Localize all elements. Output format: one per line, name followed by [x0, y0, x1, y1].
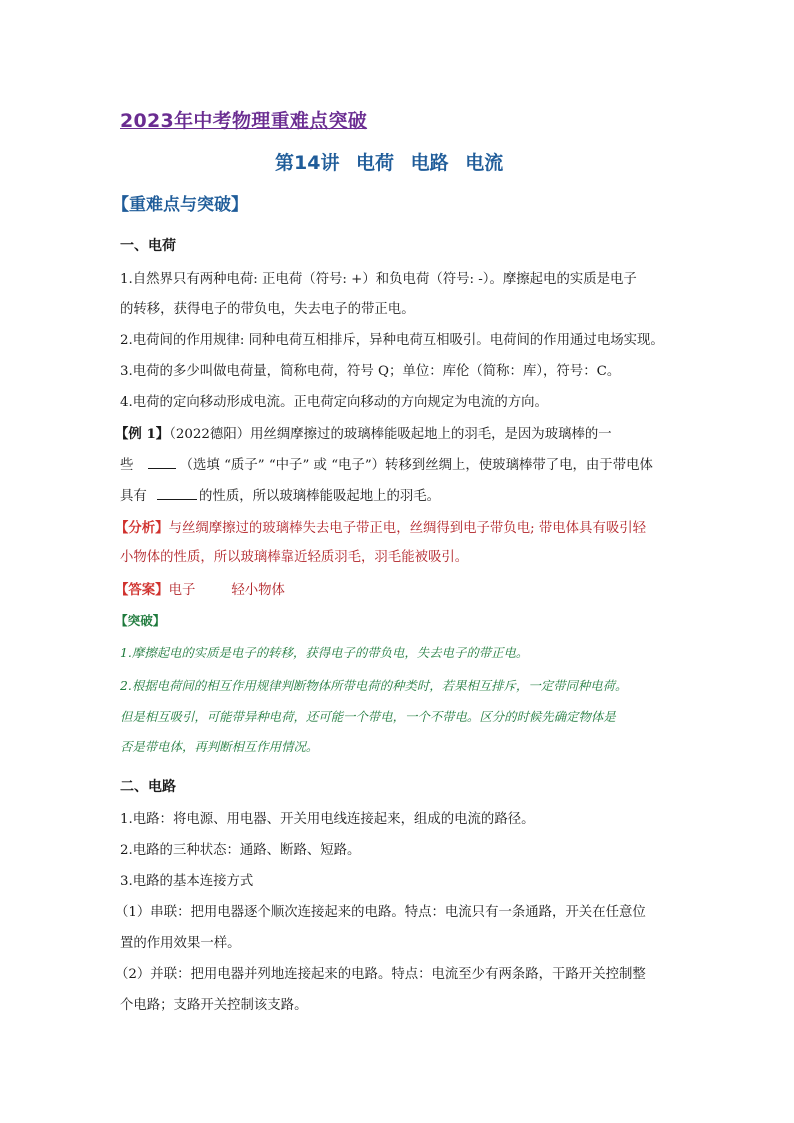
example-line-2-prefix: 些 [120, 458, 134, 473]
analysis-tag: 【分析】 [115, 520, 169, 536]
charge-point-2: 2.电荷间的作用规律: 同种电荷互相排斥，异种电荷互相吸引。电荷间的作用通过电场实现。 [120, 333, 664, 348]
analysis-line-2: 小物体的性质，所以玻璃棒靠近轻质羽毛，羽毛能被吸引。 [120, 550, 469, 565]
answer-line [115, 580, 285, 601]
charge-point-4: 4.电荷的定向移动形成电流。正电荷定向移动的方向规定为电流的方向。 [120, 395, 548, 410]
breakthrough-line-4: 否是带电体，再判断相互作用情况。 [120, 739, 319, 754]
charge-point-1-line-1: 1.自然界只有两种电荷: 正电荷（符号: +）和负电荷（符号: -）。摩擦起电的实质是电子 [120, 272, 637, 287]
answer-value-1: 电子 [168, 583, 196, 598]
example-line-1 [115, 424, 612, 445]
section-label: 【重难点与突破】 [112, 195, 248, 215]
example-line-2-suffix: （选填 “质子” “中子” 或 “电子”）转移到丝绸上，使玻璃棒带了电，由于带电体 [179, 458, 653, 473]
answer-blank-1[interactable] [148, 456, 176, 469]
charge-point-3: 3.电荷的多少叫做电荷量，简称电荷，符号 Q；单位：库伦（简称：库），符号：C。 [120, 364, 621, 379]
circuit-point-3: 3.电路的基本连接方式 [120, 874, 254, 889]
breakthrough-line-1: 1.摩擦起电的实质是电子的转移，获得电子的带负电，失去电子的带正电。 [120, 645, 529, 660]
example-line-3 [120, 487, 440, 507]
example-line-2 [120, 456, 653, 476]
example-question-line-1: （2022德阳）用丝绸摩擦过的玻璃棒能吸起地上的羽毛，是因为玻璃棒的一 [169, 427, 612, 442]
series-title: 2023年中考物理重难点突破 [120, 110, 368, 132]
breakthrough-line-2: 2.根据电荷间的相互作用规律判断物体所带电荷的种类时，若果相互排斥，一定带同种电荷。 [120, 678, 628, 693]
answer-value-2: 轻小物体 [231, 583, 285, 598]
example-line-3-prefix: 具有 [120, 489, 147, 504]
answer-blank-2[interactable] [157, 487, 197, 500]
analysis-text-1: 与丝绸摩擦过的玻璃棒失去电子带正电，丝绸得到电子带负电; 带电体具有吸引轻 [168, 521, 646, 536]
charge-point-1-line-2: 的转移，获得电子的带负电，失去电子的带正电。 [120, 302, 415, 317]
circuit-series-line-2: 置的作用效果一样。 [120, 936, 241, 951]
example-line-3-suffix: 的性质，所以玻璃棒能吸起地上的羽毛。 [199, 489, 441, 504]
lecture-title: 第14讲 电荷 电路 电流 [275, 152, 504, 174]
breakthrough-tag: 【突破】 [115, 613, 166, 628]
answer-tag: 【答案】 [115, 582, 169, 598]
analysis-line-1 [115, 518, 646, 539]
circuit-point-1: 1.电路：将电源、用电器、开关用电线连接起来，组成的电流的路径。 [120, 812, 535, 827]
circuit-series-line-1: （1）串联：把用电器逐个顺次连接起来的电路。特点：电流只有一条通路，开关在任意位 [115, 905, 646, 920]
section-heading-circuit: 二、电路 [120, 779, 176, 795]
section-heading-charge: 一、电荷 [120, 238, 176, 254]
circuit-parallel-line-2: 个电路；支路开关控制该支路。 [120, 998, 308, 1013]
breakthrough-line-3: 但是相互吸引，可能带异种电荷，还可能一个带电，一个不带电。区分的时候先确定物体是 [120, 709, 616, 724]
example-tag: 【例 1】 [115, 426, 170, 442]
circuit-point-2: 2.电路的三种状态：通路、断路、短路。 [120, 843, 361, 858]
circuit-parallel-line-1: （2）并联：把用电器并列地连接起来的电路。特点：电流至少有两条路，干路开关控制整 [115, 967, 646, 982]
